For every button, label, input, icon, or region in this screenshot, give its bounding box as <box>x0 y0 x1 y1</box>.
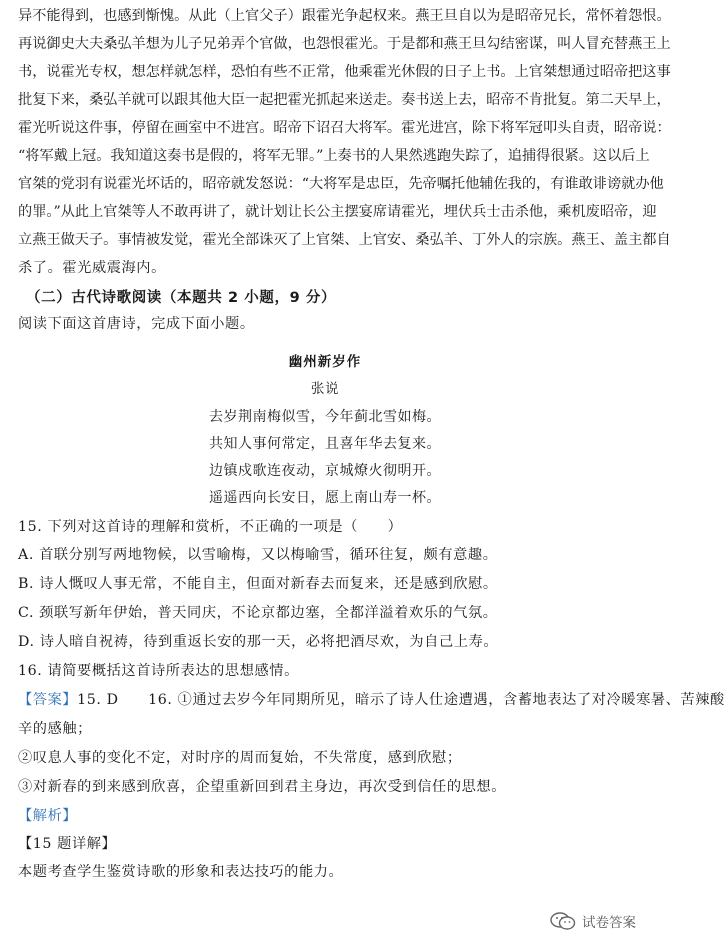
passage-line: 批复下来，桑弘羊就可以跟其他大臣一起把霍光抓起来送走。奏书送上去，昭帝不肯批复。第二天早上， <box>18 92 671 108</box>
passage-line: 书，说霍光专权，想怎样就怎样，恐怕有些不正常，他乘霍光休假的日子上书。上官桀想通过昭帝把这事 <box>18 64 671 80</box>
poem-line: 共知人事何常定，且喜年华去复来。 <box>209 436 441 452</box>
poem-line: 去岁荆南梅似雪，今年蓟北雪如梅。 <box>209 409 441 425</box>
answer-line: ③对新春的到来感到欣喜，企望重新回到君主身边，再次受到信任的思想。 <box>18 779 506 795</box>
analysis-tag: 【解析】 <box>18 808 78 824</box>
answer-line: ②叹息人事的变化不定，对时序的周而复始，不失常度，感到欣慰； <box>18 750 462 766</box>
question-15-stem: 15. 下列对这首诗的理解和赏析，不正确的一项是（ ） <box>18 519 403 535</box>
passage-line: 异不能得到，也感到惭愧。从此（上官父子）跟霍光争起权来。燕王旦自以为是昭帝兄长，常怀着怨恨。 <box>18 8 671 24</box>
poem-line: 遥遥西向长安日，愿上南山寿一杯。 <box>209 490 441 506</box>
question-15-option-d: D. 诗人暗自祝祷，待到重返长安的那一天，必将把酒尽欢，为自己上寿。 <box>18 634 499 650</box>
detail-tag: 【15 题详解】 <box>18 836 117 852</box>
question-15-option-b: B. 诗人慨叹人事无常，不能自主，但面对新春去而复来，还是感到欣慰。 <box>18 576 498 592</box>
question-15-option-a: A. 首联分别写两地物候，以雪喻梅，又以梅喻雪，循环往复，颇有意趣。 <box>18 547 498 563</box>
wechat-icon <box>550 911 576 931</box>
poem-line: 边镇戍歌连夜动，京城燎火彻明开。 <box>209 463 441 479</box>
passage-line: 再说御史大夫桑弘羊想为儿子兄弟弄个官做，也怨恨霍光。于是都和燕王旦勾结密谋，叫人冒充替燕王上 <box>18 36 671 52</box>
detail-text: 本题考查学生鉴赏诗歌的形象和表达技巧的能力。 <box>18 864 344 880</box>
poem-title: 幽州新岁作 <box>288 354 362 370</box>
passage-line: 官桀的党羽有说霍光坏话的，昭帝就发怒说：“大将军是忠臣，先帝嘱托他辅佐我的，有谁敢诽谤就办他 <box>18 176 664 192</box>
question-15-option-c: C. 颈联写新年伊始，普天同庆，不论京都边塞，全都洋溢着欢乐的气氛。 <box>18 605 498 621</box>
passage-line: 立燕王做天子。事情被发觉，霍光全部诛灭了上官桀、上官安、桑弘羊、丁外人的宗族。燕王、盖主都自 <box>18 232 671 248</box>
passage-line: “将军戴上冠。我知道这奏书是假的，将军无罪。”上奏书的人果然逃跑失踪了，追捕得很紧。这以后上 <box>18 148 650 164</box>
poem-author: 张说 <box>310 381 340 397</box>
answer-line: 辛的感触； <box>18 721 92 737</box>
answer-text: 15. D 16. ①通过去岁今年同期所见，暗示了诗人仕途遭遇，含蓄地表达了对冷暖寒暑、苦辣酸 <box>77 692 725 708</box>
passage-line: 的罪。”从此上官桀等人不敢再讲了，就计划让长公主摆宴席请霍光，埋伏兵士击杀他，乘机废昭帝，迎 <box>18 204 657 220</box>
passage-line: 杀了。霍光威震海内。 <box>18 260 166 276</box>
watermark-text: 试卷答案 <box>582 915 636 931</box>
instruction-text: 阅读下面这首唐诗，完成下面小题。 <box>18 316 255 332</box>
question-16-stem: 16. 请简要概括这首诗所表达的思想感情。 <box>18 663 299 679</box>
section-heading: （二）古代诗歌阅读（本题共 2 小题，9 分） <box>26 290 337 306</box>
passage-line: 霍光听说这件事，停留在画室中不进宫。昭帝下诏召大将军。霍光进宫，除下将军冠叩头自责，昭帝说： <box>18 120 671 136</box>
watermark <box>550 911 636 931</box>
answer-line <box>18 690 725 710</box>
answer-tag: 【答案】 <box>18 692 78 708</box>
